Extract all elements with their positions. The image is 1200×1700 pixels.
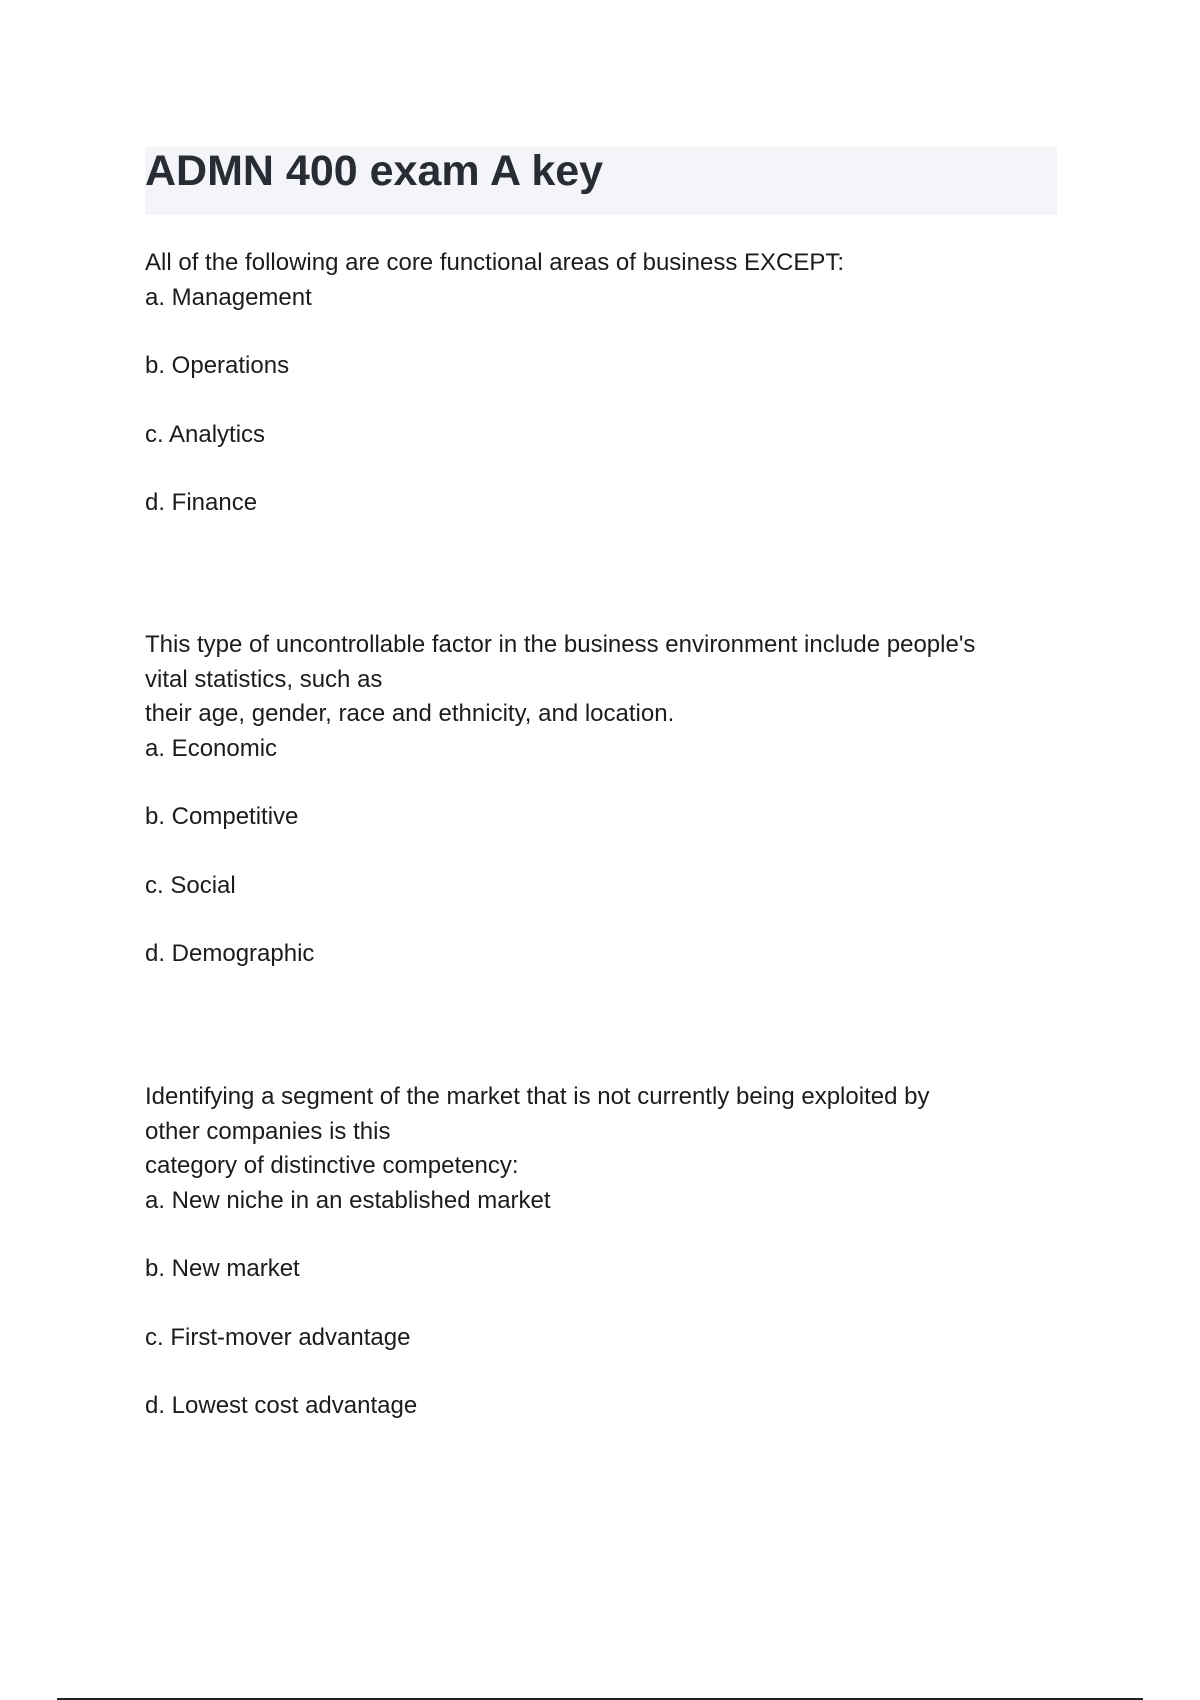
question-stem-line: their age, gender, race and ethnicity, and location. xyxy=(145,700,675,727)
answer-option-b: b. New market xyxy=(145,1255,300,1282)
answer-option-a: a. New niche in an established market xyxy=(145,1186,551,1214)
answer-option-a: a. Economic xyxy=(145,734,278,762)
answer-option-c: c. Analytics xyxy=(145,420,266,448)
answer-option-a: a. Management xyxy=(145,283,312,311)
question-1 xyxy=(145,246,1065,521)
question-stem-line: All of the following are core functional areas of business EXCEPT: xyxy=(145,249,845,276)
answer-option-c: c. First-mover advantage xyxy=(145,1323,411,1351)
answer-option-b: b. Operations xyxy=(145,352,290,379)
question-stem-line: Identifying a segment of the market that is not currently being exploited by xyxy=(145,1083,930,1110)
question-stem-line: This type of uncontrollable factor in the business environment include people's xyxy=(145,631,976,658)
answer-option-d: d. Finance xyxy=(145,489,258,516)
answer-option-b: b. Competitive xyxy=(145,803,299,830)
document-title: ADMN 400 exam A key xyxy=(145,147,604,195)
answer-option-c: c. Social xyxy=(145,871,236,899)
question-2 xyxy=(145,628,1065,972)
title-banner xyxy=(145,147,1057,215)
question-3 xyxy=(145,1080,1065,1424)
question-stem-line: other companies is this xyxy=(145,1117,391,1145)
answer-option-d: d. Demographic xyxy=(145,940,315,967)
question-stem-line: vital statistics, such as xyxy=(145,665,383,693)
question-stem-line: category of distinctive competency: xyxy=(145,1152,519,1179)
answer-option-d: d. Lowest cost advantage xyxy=(145,1392,418,1419)
